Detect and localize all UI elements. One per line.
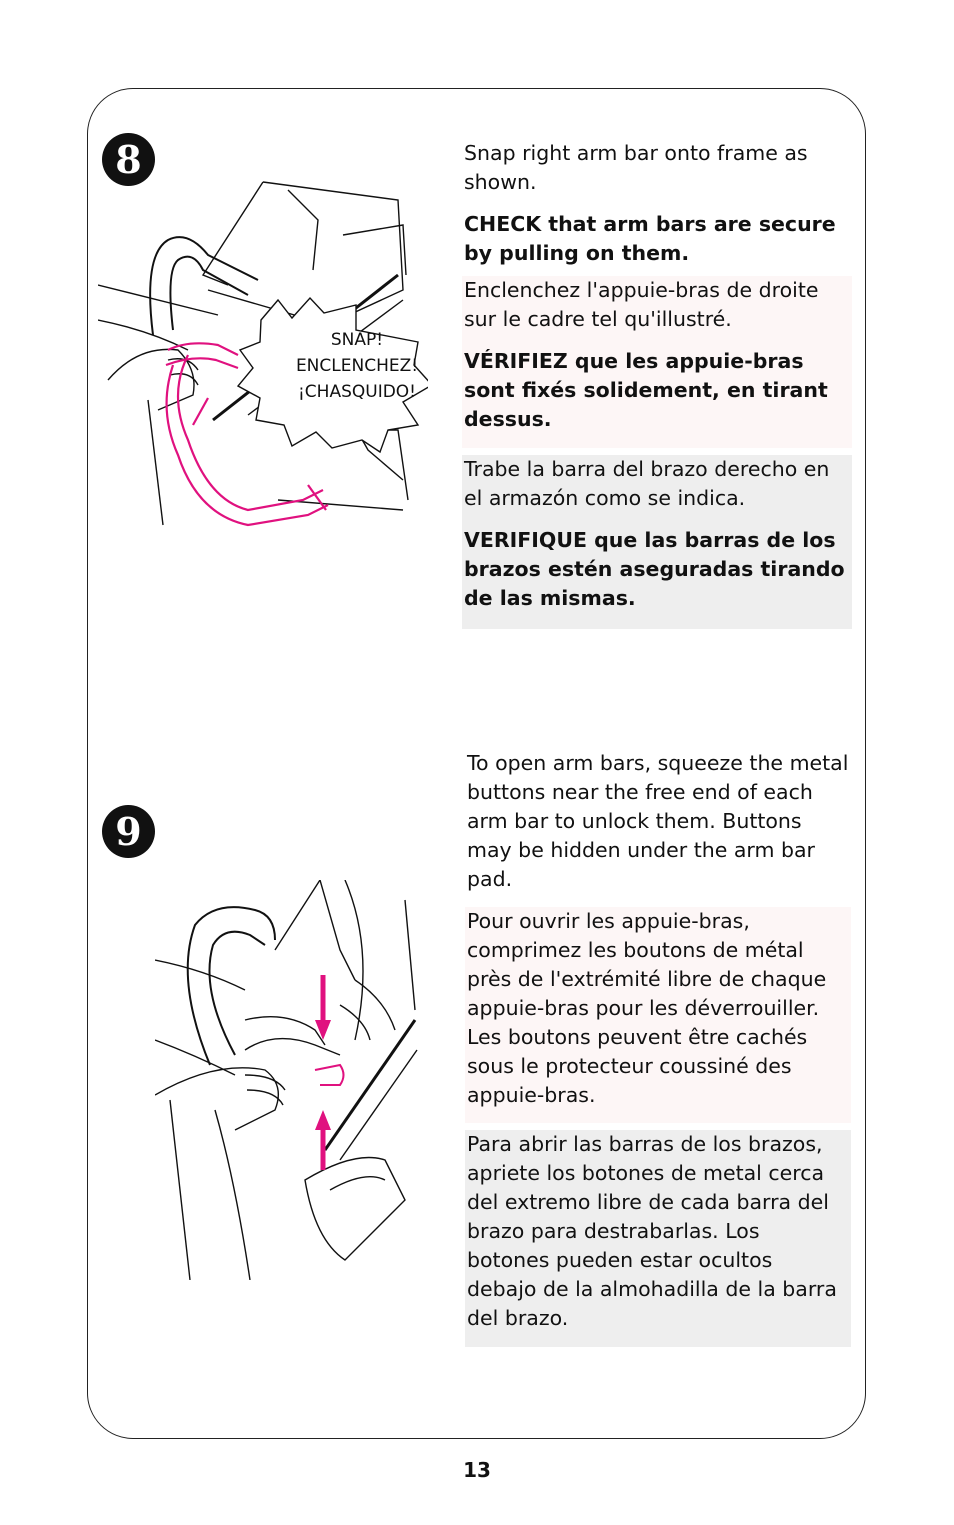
- step-9-french: [465, 907, 851, 1123]
- step-8-badge: 8: [102, 133, 155, 186]
- instruction-text: Pour ouvrir les appuie-bras, comprimez les boutons de métal près de l'extrémité libre de chaque appuie-bras pour les déverrouiller. Les boutons peuvent être cachés sous le protecteur coussiné des appuie-bras.: [467, 909, 827, 1107]
- step-8-french: [462, 276, 852, 448]
- check-text: VÉRIFIEZ que les appuie-bras sont fixés solidement, en tirant dessus.: [464, 349, 828, 431]
- instruction-text: Trabe la barra del brazo derecho en el armazón como se indica.: [464, 457, 830, 510]
- instruction-text: To open arm bars, squeeze the metal buttons near the free end of each arm bar to unlock them. Buttons may be hidden under the arm bar pad.: [467, 751, 849, 891]
- step-9-illustration: [155, 880, 420, 1280]
- instruction-text: Snap right arm bar onto frame as shown.: [464, 141, 808, 194]
- callout-line: ¡CHASQUIDO!: [297, 382, 416, 402]
- instruction-text: Enclenchez l'appuie-bras de droite sur le cadre tel qu'illustré.: [464, 278, 819, 331]
- instruction-text: Para abrir las barras de los brazos, apriete los botones de metal cerca del extremo libre de cada barra del brazo para destrabarlas. Los botones pueden estar ocultos debajo de la almohadilla de la barra del brazo.: [467, 1132, 837, 1330]
- snap-callout: [262, 327, 452, 405]
- callout-line: SNAP!: [330, 330, 384, 350]
- step-9-badge: 9: [102, 805, 155, 858]
- check-text: CHECK that arm bars are secure by pulling on them.: [464, 212, 836, 265]
- callout-line: ENCLENCHEZ!: [295, 356, 419, 376]
- step-8-english: [462, 139, 852, 268]
- step-9-spanish: [465, 1130, 851, 1347]
- check-text: VERIFIQUE que las barras de los brazos estén aseguradas tirando de las mismas.: [464, 528, 845, 610]
- step-8-spanish: [462, 455, 852, 629]
- step-9-english: [465, 749, 853, 907]
- page-number: 13: [463, 1458, 491, 1482]
